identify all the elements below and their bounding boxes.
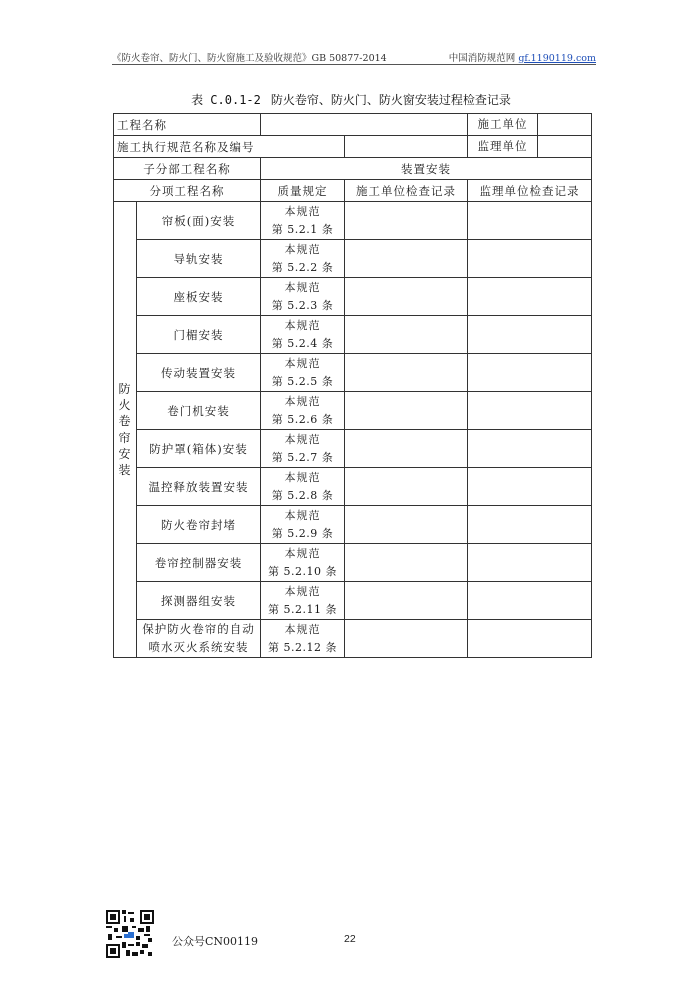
page-number: 22 bbox=[344, 933, 356, 945]
construction-check-cell[interactable] bbox=[345, 202, 468, 240]
item-name: 卷帘控制器安装 bbox=[137, 544, 261, 582]
item-name: 防护罩(箱体)安装 bbox=[137, 430, 261, 468]
supervision-check-cell[interactable] bbox=[468, 240, 592, 278]
spec-line2: 第 5.2.8 条 bbox=[271, 488, 334, 502]
construction-check-cell[interactable] bbox=[345, 506, 468, 544]
construction-check-cell[interactable] bbox=[345, 278, 468, 316]
spec-line1: 本规范 bbox=[284, 623, 321, 637]
table-row bbox=[114, 240, 592, 278]
spec-line1: 本规范 bbox=[284, 547, 321, 561]
wechat-account: 公众号CN00119 bbox=[172, 935, 259, 948]
group-label bbox=[114, 202, 137, 658]
subproject-row bbox=[114, 158, 592, 180]
spec-row bbox=[114, 136, 592, 158]
construction-check-cell[interactable] bbox=[345, 316, 468, 354]
spec-line1: 本规范 bbox=[284, 395, 321, 409]
spec-value[interactable] bbox=[345, 136, 468, 158]
spec-line2: 第 5.2.11 条 bbox=[268, 602, 337, 616]
table-row bbox=[114, 430, 592, 468]
item-name: 门楣安装 bbox=[137, 316, 261, 354]
construction-unit-value[interactable] bbox=[538, 114, 591, 135]
spec-line2: 第 5.2.3 条 bbox=[271, 298, 334, 312]
supervision-check-cell[interactable] bbox=[468, 354, 592, 392]
item-name: 帘板(面)安装 bbox=[137, 202, 261, 240]
table-row bbox=[114, 582, 592, 620]
item-name-line1: 保护防火卷帘的自动 bbox=[142, 622, 255, 637]
header-site-label: 中国消防规范网 bbox=[448, 53, 516, 64]
construction-check-cell[interactable] bbox=[345, 544, 468, 582]
item-spec bbox=[261, 278, 345, 316]
spec-line1: 本规范 bbox=[284, 319, 321, 333]
table-row bbox=[114, 316, 592, 354]
spec-line2: 第 5.2.4 条 bbox=[271, 336, 334, 350]
header-site bbox=[449, 50, 596, 64]
supervision-unit-label: 监理单位 bbox=[468, 136, 538, 157]
project-name-value[interactable] bbox=[261, 114, 468, 136]
table-caption bbox=[112, 91, 590, 108]
item-name: 卷门机安装 bbox=[137, 392, 261, 430]
construction-check-cell[interactable] bbox=[345, 430, 468, 468]
supervision-check-cell[interactable] bbox=[468, 506, 592, 544]
table-row bbox=[114, 354, 592, 392]
spec-line2: 第 5.2.10 条 bbox=[268, 564, 337, 578]
spec-line1: 本规范 bbox=[284, 585, 321, 599]
item-name bbox=[137, 620, 261, 658]
spec-line2: 第 5.2.1 条 bbox=[271, 222, 334, 236]
supervision-check-cell[interactable] bbox=[468, 582, 592, 620]
spec-line1: 本规范 bbox=[284, 471, 321, 485]
spec-line2: 第 5.2.9 条 bbox=[271, 526, 334, 540]
item-spec bbox=[261, 506, 345, 544]
construction-check-cell[interactable] bbox=[345, 468, 468, 506]
supervision-check-cell[interactable] bbox=[468, 620, 592, 658]
supervision-check-cell[interactable] bbox=[468, 468, 592, 506]
spec-line1: 本规范 bbox=[284, 357, 321, 371]
project-name-label: 工程名称 bbox=[114, 114, 261, 136]
header-book-title: 《防火卷帘、防火门、防火窗施工及验收规范》GB 50877-2014 bbox=[112, 53, 387, 64]
col-header-quality: 质量规定 bbox=[261, 180, 345, 202]
item-name: 温控释放装置安装 bbox=[137, 468, 261, 506]
inspection-record-table bbox=[113, 113, 592, 658]
spec-line1: 本规范 bbox=[284, 205, 321, 219]
construction-unit-label: 施工单位 bbox=[468, 114, 538, 135]
item-name-line2: 喷水灭火系统安装 bbox=[148, 639, 249, 654]
table-row bbox=[114, 506, 592, 544]
table-number: 表 C.0.1-2 bbox=[191, 93, 261, 107]
spec-line2: 第 5.2.6 条 bbox=[271, 412, 334, 426]
table-row bbox=[114, 202, 592, 240]
item-name: 防火卷帘封堵 bbox=[137, 506, 261, 544]
item-name: 传动装置安装 bbox=[137, 354, 261, 392]
table-title: 防火卷帘、防火门、防火窗安装过程检查记录 bbox=[270, 93, 511, 107]
spec-line1: 本规范 bbox=[284, 281, 321, 295]
table-row bbox=[114, 278, 592, 316]
spec-line2: 第 5.2.2 条 bbox=[271, 260, 334, 274]
supervision-check-cell[interactable] bbox=[468, 430, 592, 468]
spec-line1: 本规范 bbox=[284, 509, 321, 523]
project-name-row bbox=[114, 114, 592, 136]
item-spec bbox=[261, 202, 345, 240]
subproject-label: 子分部工程名称 bbox=[114, 158, 261, 180]
supervision-unit-value[interactable] bbox=[538, 136, 591, 157]
item-spec bbox=[261, 468, 345, 506]
supervision-check-cell[interactable] bbox=[468, 544, 592, 582]
spec-line2: 第 5.2.7 条 bbox=[271, 450, 334, 464]
item-name: 座板安装 bbox=[137, 278, 261, 316]
table-row bbox=[114, 392, 592, 430]
item-spec bbox=[261, 544, 345, 582]
header-divider bbox=[112, 64, 596, 65]
page-footer bbox=[106, 910, 596, 960]
supervision-check-cell[interactable] bbox=[468, 202, 592, 240]
spec-line1: 本规范 bbox=[284, 243, 321, 257]
col-header-supervision-check: 监理单位检查记录 bbox=[468, 180, 592, 202]
table-row bbox=[114, 544, 592, 582]
construction-unit-cell bbox=[468, 114, 592, 136]
item-spec bbox=[261, 582, 345, 620]
construction-check-cell[interactable] bbox=[345, 620, 468, 658]
item-spec bbox=[261, 620, 345, 658]
spec-line2: 第 5.2.12 条 bbox=[268, 640, 337, 654]
subproject-value: 装置安装 bbox=[261, 158, 592, 180]
supervision-check-cell[interactable] bbox=[468, 316, 592, 354]
supervision-unit-cell bbox=[468, 136, 592, 158]
construction-check-cell[interactable] bbox=[345, 392, 468, 430]
item-spec bbox=[261, 354, 345, 392]
construction-check-cell[interactable] bbox=[345, 240, 468, 278]
item-name: 探测器组安装 bbox=[137, 582, 261, 620]
header-site-link[interactable]: gf.1190119.com bbox=[518, 53, 596, 64]
column-header-row bbox=[114, 180, 592, 202]
qr-code-icon[interactable] bbox=[106, 910, 154, 958]
supervision-check-cell[interactable] bbox=[468, 278, 592, 316]
group-label-text: 防火卷帘安装 bbox=[118, 381, 132, 477]
table-row bbox=[114, 620, 592, 658]
spec-line2: 第 5.2.5 条 bbox=[271, 374, 334, 388]
item-name: 导轨安装 bbox=[137, 240, 261, 278]
col-header-construction-check: 施工单位检查记录 bbox=[345, 180, 468, 202]
construction-check-cell[interactable] bbox=[345, 582, 468, 620]
supervision-check-cell[interactable] bbox=[468, 392, 592, 430]
spec-line1: 本规范 bbox=[284, 433, 321, 447]
item-spec bbox=[261, 392, 345, 430]
item-spec bbox=[261, 430, 345, 468]
item-spec bbox=[261, 316, 345, 354]
col-header-item: 分项工程名称 bbox=[114, 180, 261, 202]
table-row bbox=[114, 468, 592, 506]
construction-check-cell[interactable] bbox=[345, 354, 468, 392]
item-spec bbox=[261, 240, 345, 278]
spec-label: 施工执行规范名称及编号 bbox=[114, 136, 345, 158]
